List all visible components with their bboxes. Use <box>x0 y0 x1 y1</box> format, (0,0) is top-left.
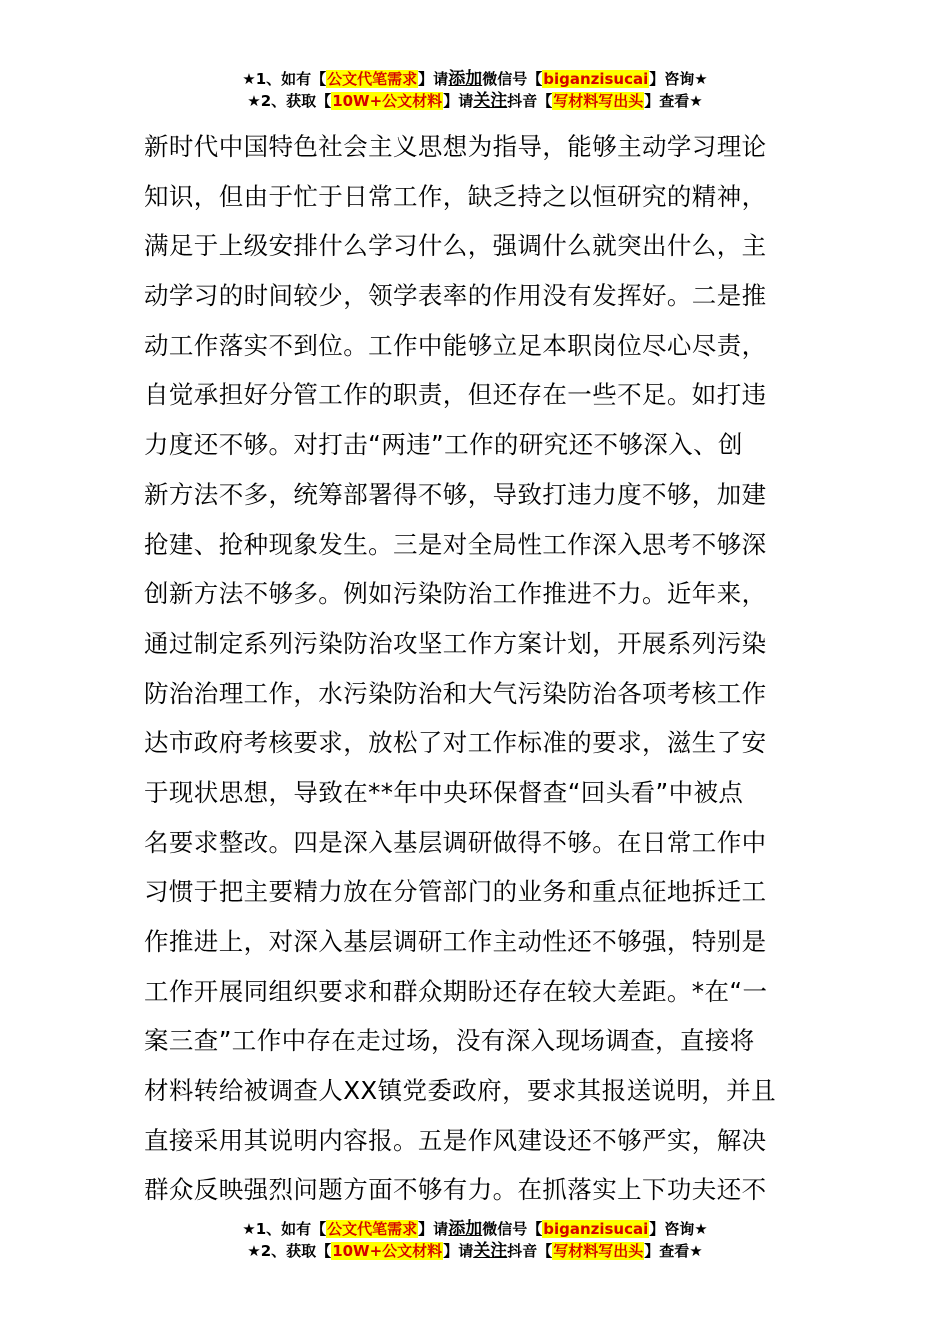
banner-text: ★1、如有【 <box>242 1220 327 1238</box>
body-line: 动工作落实不到位。工作中能够立足本职岗位尽心尽责， <box>144 330 767 360</box>
body-line: 达市政府考核要求，放松了对工作标准的要求，滋生了安 <box>144 728 767 758</box>
banner-text: 微信号【 <box>482 1220 543 1238</box>
banner-highlight: biganzisucai <box>543 1220 649 1238</box>
banner-line-2 <box>0 90 950 112</box>
banner-text: ★2、获取【 <box>247 1242 332 1260</box>
banner-text: ★1、如有【 <box>242 70 327 88</box>
body-line: 满足于上级安排什么学习什么，强调什么就突出什么，主 <box>144 231 767 261</box>
banner-highlight: 公文代笔需求 <box>327 70 418 88</box>
body-line: 名要求整改。四是深入基层调研做得不够。在日常工作中 <box>144 827 767 857</box>
bottom-banner <box>0 1218 950 1262</box>
body-line: 抢建、抢种现象发生。三是对全局性工作深入思考不够深 <box>144 529 767 559</box>
banner-text: 】咨询★ <box>649 1220 708 1238</box>
body-line: 知识，但由于忙于日常工作，缺乏持之以恒研究的精神， <box>144 181 767 211</box>
body-line: 防治治理工作，水污染防治和大气污染防治各项考核工作 <box>144 678 767 708</box>
banner-text: 】请 <box>443 1242 474 1260</box>
body-line: 习惯于把主要精力放在分管部门的业务和重点征地拆迁工 <box>144 877 767 907</box>
body-line: 自觉承担好分管工作的职责，但还存在一些不足。如打违 <box>144 380 767 410</box>
body-line: 直接采用其说明内容报。五是作风建设还不够严实，解决 <box>144 1125 767 1155</box>
banner-text: 微信号【 <box>482 70 543 88</box>
banner-text: 】查看★ <box>644 1242 703 1260</box>
banner-underline: 关注 <box>473 1241 508 1261</box>
banner-text: 】查看★ <box>644 92 703 110</box>
banner-highlight: 公文代笔需求 <box>327 1220 418 1238</box>
banner-text: 抖音【 <box>507 1242 553 1260</box>
banner-text: 】请 <box>418 1220 449 1238</box>
document-body <box>144 122 808 1215</box>
banner-underline: 关注 <box>473 91 508 111</box>
banner-highlight: biganzisucai <box>543 70 649 88</box>
banner-highlight: 10W+公文材料 <box>332 92 443 110</box>
banner-text: ★2、获取【 <box>247 92 332 110</box>
body-line: 作推进上，对深入基层调研工作主动性还不够强，特别是 <box>144 927 767 956</box>
banner-line-1 <box>0 1218 950 1240</box>
body-line: 群众反映强烈问题方面不够有力。在抓落实上下功夫还不 <box>144 1175 767 1205</box>
body-line: 于现状思想，导致在**年中央环保督查“回头看”中被点 <box>144 777 744 807</box>
body-line: 通过制定系列污染防治攻坚工作方案计划，开展系列污染 <box>144 628 767 658</box>
banner-text: 】请 <box>443 92 474 110</box>
body-line: 创新方法不够多。例如污染防治工作推进不力。近年来， <box>144 579 767 609</box>
body-line: 新时代中国特色社会主义思想为指导，能够主动学习理论 <box>144 132 767 161</box>
body-line: 案三查”工作中存在走过场，没有深入现场调查，直接将 <box>144 1026 755 1056</box>
banner-highlight: 10W+公文材料 <box>332 1242 443 1260</box>
banner-highlight: 写材料写出头 <box>553 1242 644 1260</box>
body-line: 工作开展同组织要求和群众期盼还存在较大差距。*在“一 <box>144 976 768 1006</box>
banner-highlight: 写材料写出头 <box>553 92 644 110</box>
body-line: 材料转给被调查人XX镇党委政府，要求其报送说明，并且 <box>144 1076 776 1106</box>
banner-text: 】咨询★ <box>649 70 708 88</box>
banner-line-2 <box>0 1240 950 1262</box>
banner-text: 】请 <box>418 70 449 88</box>
banner-text: 抖音【 <box>507 92 553 110</box>
banner-line-1 <box>0 68 950 90</box>
body-line: 动学习的时间较少，领学表率的作用没有发挥好。二是推 <box>144 281 767 311</box>
banner-underline: 添加 <box>448 69 483 89</box>
body-line: 新方法不多，统筹部署得不够，导致打违力度不够，加建 <box>144 479 767 509</box>
banner-underline: 添加 <box>448 1219 483 1239</box>
top-banner <box>0 68 950 112</box>
body-line: 力度还不够。对打击“两违”工作的研究还不够深入、创 <box>144 430 743 460</box>
